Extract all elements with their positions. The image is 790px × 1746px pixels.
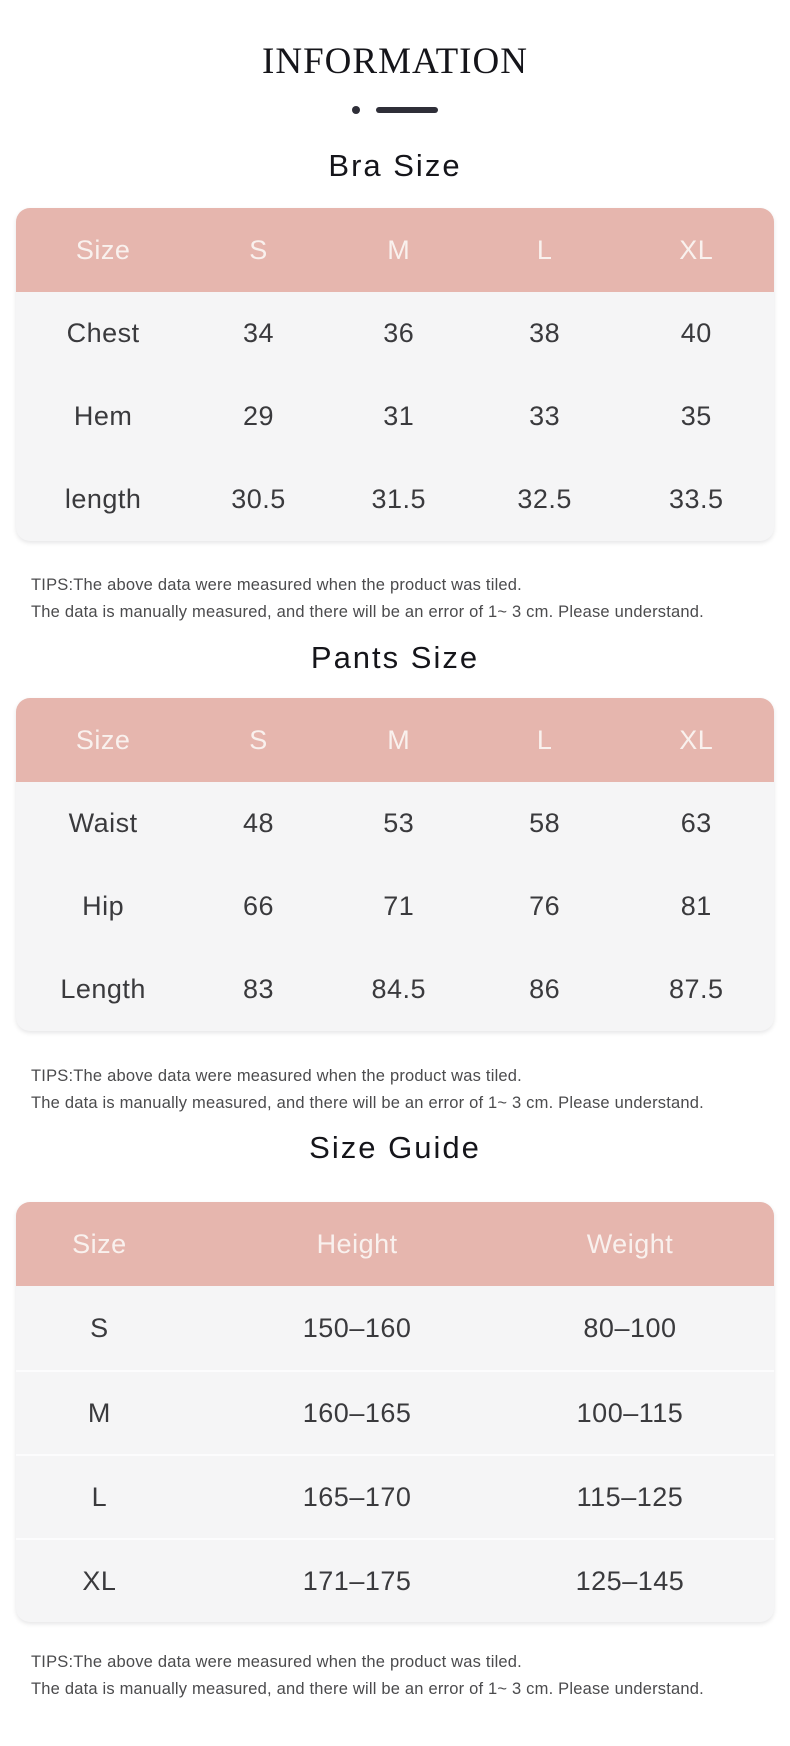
column-header: Size xyxy=(75,234,131,265)
cell-value: 33.5 xyxy=(668,484,724,514)
table-header-row xyxy=(16,208,774,292)
row-label: length xyxy=(64,484,142,514)
pants-size-tips xyxy=(31,1063,780,1117)
cell-value: 58 xyxy=(529,808,561,838)
decor-dot xyxy=(352,106,360,114)
table-row xyxy=(16,782,774,865)
pants-size-heading: Pants Size xyxy=(310,640,480,675)
column-header: M xyxy=(387,234,411,265)
table-row xyxy=(16,1286,774,1370)
pants-size-section xyxy=(0,638,790,1117)
size-guide-table xyxy=(16,1202,774,1622)
column-header: S xyxy=(249,234,268,265)
table-header-row xyxy=(16,698,774,782)
cell-value: 29 xyxy=(243,401,275,431)
cell-value: 38 xyxy=(529,318,561,348)
cell-value: 115–125 xyxy=(576,1481,684,1512)
row-label: M xyxy=(87,1397,111,1428)
cell-value: 125–145 xyxy=(575,1565,685,1596)
size-information-page xyxy=(0,40,790,1746)
table-header-row xyxy=(16,1202,774,1286)
cell-value: 32.5 xyxy=(517,484,572,514)
bra-size-tips xyxy=(31,572,780,626)
bra-size-table xyxy=(16,208,774,541)
title-decoration xyxy=(0,106,790,114)
cell-value: 160–165 xyxy=(302,1397,412,1428)
tip-line: TIPS:The above data were measured when the product was tiled. xyxy=(31,1067,522,1085)
cell-value: 150–160 xyxy=(302,1312,412,1343)
tip-line: TIPS:The above data were measured when the product was tiled. xyxy=(31,1653,522,1671)
size-guide-section xyxy=(0,1128,790,1703)
table-row xyxy=(16,1370,774,1454)
cell-value: 35 xyxy=(680,401,712,431)
row-label: Hem xyxy=(73,401,133,431)
column-header: XL xyxy=(679,234,714,265)
size-guide-tips xyxy=(31,1649,780,1703)
cell-value: 33 xyxy=(529,401,561,431)
column-header: L xyxy=(536,234,553,265)
cell-value: 76 xyxy=(529,891,561,921)
cell-value: 171–175 xyxy=(302,1565,412,1596)
table-row xyxy=(16,865,774,948)
tip-line: The data is manually measured, and there will be an error of 1~ 3 cm. Please understand. xyxy=(31,1094,704,1112)
cell-value: 100–115 xyxy=(576,1397,684,1428)
column-header: Size xyxy=(72,1228,127,1259)
table-row xyxy=(16,1538,774,1622)
size-guide-heading: Size Guide xyxy=(309,1130,481,1165)
table-row xyxy=(16,375,774,458)
cell-value: 34 xyxy=(243,318,275,348)
tip-line: TIPS:The above data were measured when the product was tiled. xyxy=(31,576,522,594)
column-header: Weight xyxy=(586,1228,674,1259)
column-header: Height xyxy=(316,1228,398,1259)
cell-value: 48 xyxy=(243,808,275,838)
column-header: XL xyxy=(679,724,714,755)
column-header: Size xyxy=(75,724,131,755)
bra-size-heading: Bra Size xyxy=(328,148,462,183)
cell-value: 80–100 xyxy=(583,1312,677,1343)
page-title: INFORMATION xyxy=(262,41,528,82)
cell-value: 36 xyxy=(383,318,415,348)
row-label: Waist xyxy=(68,808,138,838)
cell-value: 81 xyxy=(680,891,712,921)
row-label: S xyxy=(90,1312,109,1343)
row-label: Hip xyxy=(82,891,125,921)
row-label: Length xyxy=(60,974,146,1004)
table-row xyxy=(16,948,774,1031)
table-row xyxy=(16,292,774,375)
cell-value: 40 xyxy=(680,318,712,348)
column-header: L xyxy=(536,724,553,755)
cell-value: 30.5 xyxy=(231,484,286,514)
cell-value: 31.5 xyxy=(371,484,427,514)
cell-value: 165–170 xyxy=(302,1481,412,1512)
cell-value: 66 xyxy=(243,891,275,921)
tip-line: The data is manually measured, and there will be an error of 1~ 3 cm. Please understand. xyxy=(31,1680,704,1698)
cell-value: 53 xyxy=(383,808,415,838)
table-row xyxy=(16,458,774,541)
cell-value: 86 xyxy=(529,974,561,1004)
cell-value: 83 xyxy=(243,974,275,1004)
column-header: S xyxy=(249,724,268,755)
cell-value: 87.5 xyxy=(668,974,724,1004)
cell-value: 71 xyxy=(383,891,415,921)
row-label: L xyxy=(91,1481,108,1512)
row-label: XL xyxy=(82,1565,117,1596)
cell-value: 84.5 xyxy=(371,974,427,1004)
bra-size-section xyxy=(0,146,790,626)
table-row xyxy=(16,1454,774,1538)
decor-line xyxy=(376,107,438,113)
column-header: M xyxy=(387,724,411,755)
pants-size-table xyxy=(16,698,774,1031)
cell-value: 63 xyxy=(680,808,712,838)
cell-value: 31 xyxy=(383,401,415,431)
row-label: Chest xyxy=(66,318,140,348)
tip-line: The data is manually measured, and there will be an error of 1~ 3 cm. Please understand. xyxy=(31,603,704,621)
